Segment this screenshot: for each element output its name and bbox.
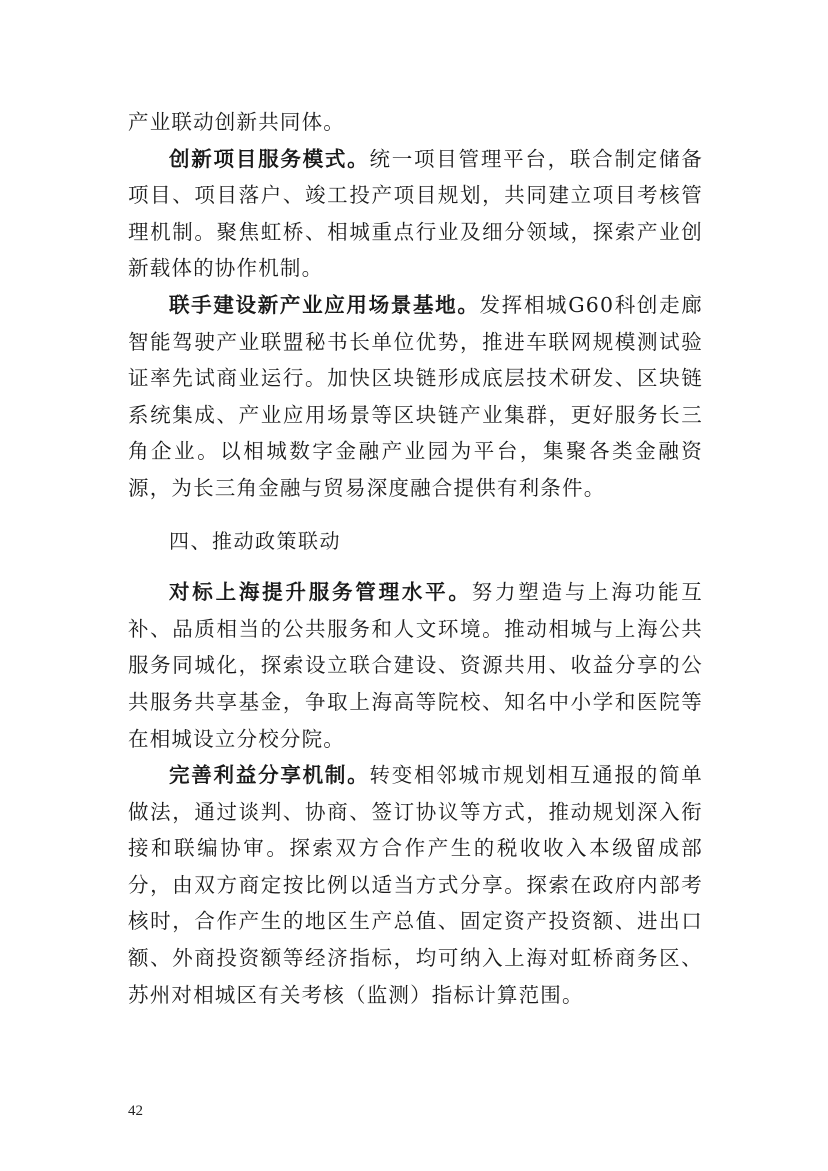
paragraph-lead: 对标上海提升服务管理水平。 xyxy=(169,580,472,605)
page-body xyxy=(128,104,703,1013)
paragraph-benefit-sharing xyxy=(128,757,703,1013)
paragraph-lead: 联手建设新产业应用场景基地。 xyxy=(169,292,480,317)
paragraph-text: 转变相邻城市规划相互通报的简单做法，通过谈判、协商、签订协议等方式，推动规划深入衔接和联编协审。探索双方合作产生的税收收入本级留成部分，由双方商定按比例以适当方式分享。探索在政府内部考核时，合作产生的地区生产总值、固定资产投资额、进出口额、外商投资额等经济指标，均可纳入上海对虹桥商务区、苏州对相城区有关考核（监测）指标计算范围。 xyxy=(128,763,703,1007)
intro-paragraph xyxy=(128,104,703,141)
page-number: 42 xyxy=(128,1103,143,1119)
paragraph-application-base xyxy=(128,287,703,507)
paragraph-text: 努力塑造与上海功能互补、品质相当的公共服务和人文环境。推动相城与上海公共服务同城化，探索设立联合建设、资源共用、收益分享的公共服务共享基金，争取上海高等院校、知名中小学和医院等在相城设立分校分院。 xyxy=(128,580,703,751)
paragraph-project-service xyxy=(128,141,703,287)
paragraph-lead: 创新项目服务模式。 xyxy=(169,146,370,171)
section-heading: 四、推动政策联动 xyxy=(169,528,341,553)
paragraph-lead: 完善利益分享机制。 xyxy=(169,763,370,788)
paragraph-text: 发挥相城G60科创走廊智能驾驶产业联盟秘书长单位优势，推进车联网规模测试验证率先试商业运行。加快区块链形成底层技术研发、区块链系统集成、产业应用场景等区块链产业集群，更好服务长三角企业。以相城数字金融产业园为平台，集聚各类金融资源，为长三角金融与贸易深度融合提供有利条件。 xyxy=(128,292,703,500)
intro-text: 产业联动创新共同体。 xyxy=(128,110,345,134)
paragraph-text: 统一项目管理平台，联合制定储备项目、项目落户、竣工投产项目规划，共同建立项目考核管理机制。聚焦虹桥、相城重点行业及细分领域，探索产业创新载体的协作机制。 xyxy=(128,146,703,281)
paragraph-service-level xyxy=(128,574,703,757)
